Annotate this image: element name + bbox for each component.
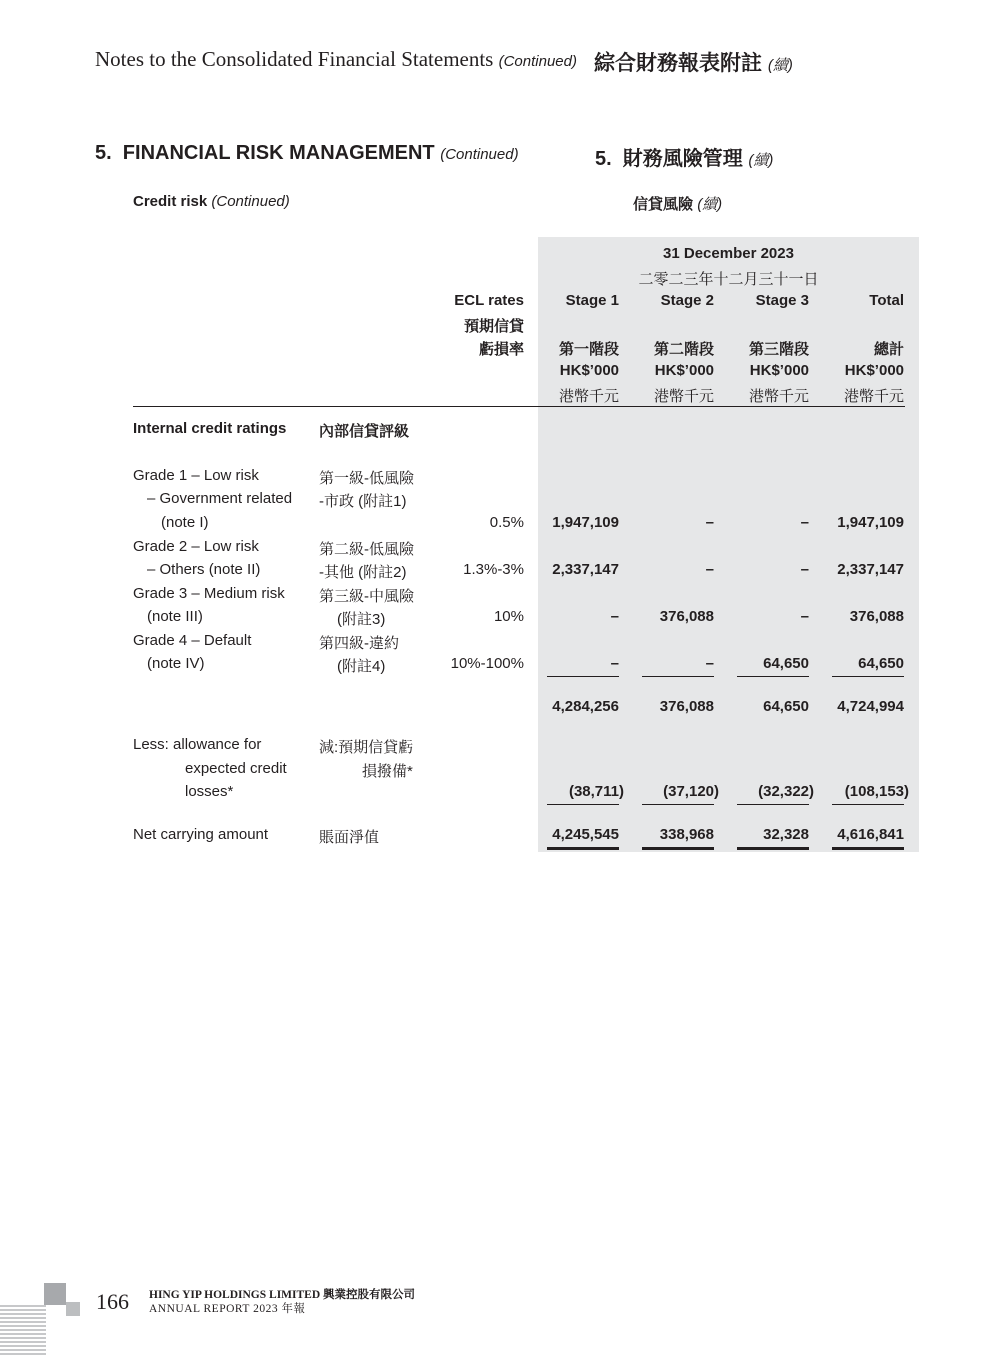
- col-total-header: Total: [869, 292, 904, 309]
- grade2-label-zh-2: -其他 (附註2): [319, 564, 407, 581]
- subtotal-rule-total: [832, 676, 904, 677]
- grade4-stage1: –: [610, 655, 619, 672]
- less-allowance-label-2: expected credit: [185, 760, 287, 777]
- grade1-label-2: – Government related: [147, 490, 293, 507]
- grade1-label: Grade 1 – Low risk: [133, 467, 259, 484]
- subtotal-total: 4,724,994: [837, 698, 904, 715]
- col-stage1-unit: HK$’000: [559, 362, 619, 379]
- subtotal-rule-stage1: [547, 676, 619, 677]
- section-title-zh: 5. 財務風險管理 (續): [595, 148, 774, 170]
- grade1-stage1: 1,947,109: [552, 514, 619, 531]
- subtotal-stage3: 64,650: [763, 698, 809, 715]
- allowance-stage1: (38,711): [568, 783, 624, 800]
- grade1-ecl-rate: 0.5%: [489, 514, 524, 531]
- grade1-total: 1,947,109: [837, 514, 904, 531]
- grade4-label-2: (note IV): [147, 655, 205, 672]
- page-number: 166: [96, 1289, 129, 1314]
- col-stage2-zh: 第二階段: [653, 341, 714, 358]
- grade3-stage1: –: [610, 608, 619, 625]
- col-stage1-header: Stage 1: [565, 292, 619, 309]
- col-total-unit: HK$’000: [844, 362, 904, 379]
- less-allowance-label: Less: allowance for: [133, 736, 262, 753]
- net-carrying-amount-label: Net carrying amount: [133, 826, 269, 843]
- grade3-label: Grade 3 – Medium risk: [133, 585, 285, 602]
- subtotal-stage2: 376,088: [659, 698, 714, 715]
- footer-report-name: ANNUAL REPORT 2023 年報: [149, 1303, 306, 1315]
- col-stage3-zh: 第三階段: [748, 341, 809, 358]
- period-date-zh: 二零二三年十二月三十一日: [638, 271, 819, 288]
- net-total: 4,616,841: [837, 826, 904, 843]
- net-rule-stage2: [642, 804, 714, 805]
- grade4-stage2: –: [705, 655, 714, 672]
- grade1-label-zh: 第一級-低風險: [319, 470, 414, 487]
- grade2-total: 2,337,147: [837, 561, 904, 578]
- net-stage2: 338,968: [659, 826, 714, 843]
- double-rule-total: [832, 847, 904, 850]
- grade4-label-zh: 第四級-違約: [319, 635, 399, 652]
- grade4-total: 64,650: [858, 655, 904, 672]
- less-allowance-label-3: losses*: [185, 783, 234, 800]
- section-title-en: 5. FINANCIAL RISK MANAGEMENT (Continued): [95, 142, 519, 164]
- net-rule-stage3: [737, 804, 809, 805]
- header-continued: (Continued): [498, 53, 577, 70]
- grade2-label: Grade 2 – Low risk: [133, 538, 259, 555]
- col-stage1-zh: 第一階段: [558, 341, 619, 358]
- grade1-label-3: (note I): [161, 514, 209, 531]
- current-year-shading: [538, 237, 919, 852]
- grade3-total: 376,088: [849, 608, 904, 625]
- grade3-ecl-rate: 10%: [493, 608, 524, 625]
- col-stage2-unit: HK$’000: [654, 362, 714, 379]
- col-stage1-unit-zh: 港幣千元: [558, 388, 619, 405]
- subsection-title-en: Credit risk (Continued): [133, 193, 290, 210]
- allowance-total: (108,153): [844, 783, 909, 800]
- net-carrying-amount-label-zh: 賬面淨值: [319, 829, 380, 846]
- grade4-label-zh-2: (附註4): [337, 658, 386, 675]
- subtotal-rule-stage3: [737, 676, 809, 677]
- header-rule: [133, 406, 905, 407]
- footer-company-name: HING YIP HOLDINGS LIMITED 興業控股有限公司: [149, 1289, 416, 1301]
- net-rule-total: [832, 804, 904, 805]
- subsection-title-zh: 信貸風險 (續): [633, 196, 723, 213]
- grade2-ecl-rate: 1.3%-3%: [463, 561, 524, 578]
- col-stage3-unit: HK$’000: [749, 362, 809, 379]
- footer-square-decoration-small: [66, 1302, 80, 1316]
- grade2-stage1: 2,337,147: [552, 561, 619, 578]
- net-stage3: 32,328: [763, 826, 809, 843]
- footer-square-decoration: [44, 1283, 66, 1305]
- ecl-rates-header-zh-1: 預期信貸: [463, 318, 524, 335]
- ecl-rates-header-zh-2: 虧損率: [478, 341, 524, 358]
- grade2-label-2: – Others (note II): [147, 561, 261, 578]
- running-header-zh: 綜合財務報表附註 (續): [594, 52, 793, 75]
- less-allowance-label-zh: 減:預期信貸虧: [319, 739, 414, 756]
- running-header-en: Notes to the Consolidated Financial Statements (Continued): [95, 47, 577, 71]
- grade4-label: Grade 4 – Default: [133, 632, 252, 649]
- grade3-label-2: (note III): [147, 608, 203, 625]
- internal-credit-ratings-label: Internal credit ratings: [133, 420, 287, 437]
- grade1-stage2: –: [705, 514, 714, 531]
- double-rule-stage3: [737, 847, 809, 850]
- less-allowance-label-zh-2: 損撥備*: [362, 763, 413, 780]
- double-rule-stage2: [642, 847, 714, 850]
- internal-credit-ratings-label-zh: 內部信貸評級: [319, 423, 410, 440]
- col-stage3-unit-zh: 港幣千元: [748, 388, 809, 405]
- grade2-label-zh: 第二級-低風險: [319, 541, 414, 558]
- period-date-en: 31 December 2023: [663, 245, 794, 262]
- grade3-label-zh: 第三級-中風險: [319, 588, 414, 605]
- subtotal-stage1: 4,284,256: [552, 698, 619, 715]
- net-stage1: 4,245,545: [552, 826, 619, 843]
- grade1-label-zh-2: -市政 (附註1): [319, 493, 407, 510]
- grade1-stage3: –: [800, 514, 809, 531]
- ecl-rates-header: ECL rates: [454, 292, 524, 309]
- allowance-stage2: (37,120): [663, 783, 719, 800]
- col-stage2-unit-zh: 港幣千元: [653, 388, 714, 405]
- col-total-unit-zh: 港幣千元: [843, 388, 904, 405]
- col-stage2-header: Stage 2: [660, 292, 714, 309]
- grade4-stage3: 64,650: [763, 655, 809, 672]
- footer-stripe-decoration: [0, 1305, 46, 1357]
- subtotal-rule-stage2: [642, 676, 714, 677]
- allowance-stage3: (32,322): [758, 783, 814, 800]
- col-stage3-header: Stage 3: [755, 292, 809, 309]
- grade3-label-zh-2: (附註3): [337, 611, 386, 628]
- double-rule-stage1: [547, 847, 619, 850]
- grade4-ecl-rate: 10%-100%: [450, 655, 524, 672]
- grade3-stage2: 376,088: [659, 608, 714, 625]
- grade2-stage3: –: [800, 561, 809, 578]
- col-total-zh: 總計: [873, 341, 904, 358]
- net-rule-stage1: [547, 804, 619, 805]
- grade3-stage3: –: [800, 608, 809, 625]
- grade2-stage2: –: [705, 561, 714, 578]
